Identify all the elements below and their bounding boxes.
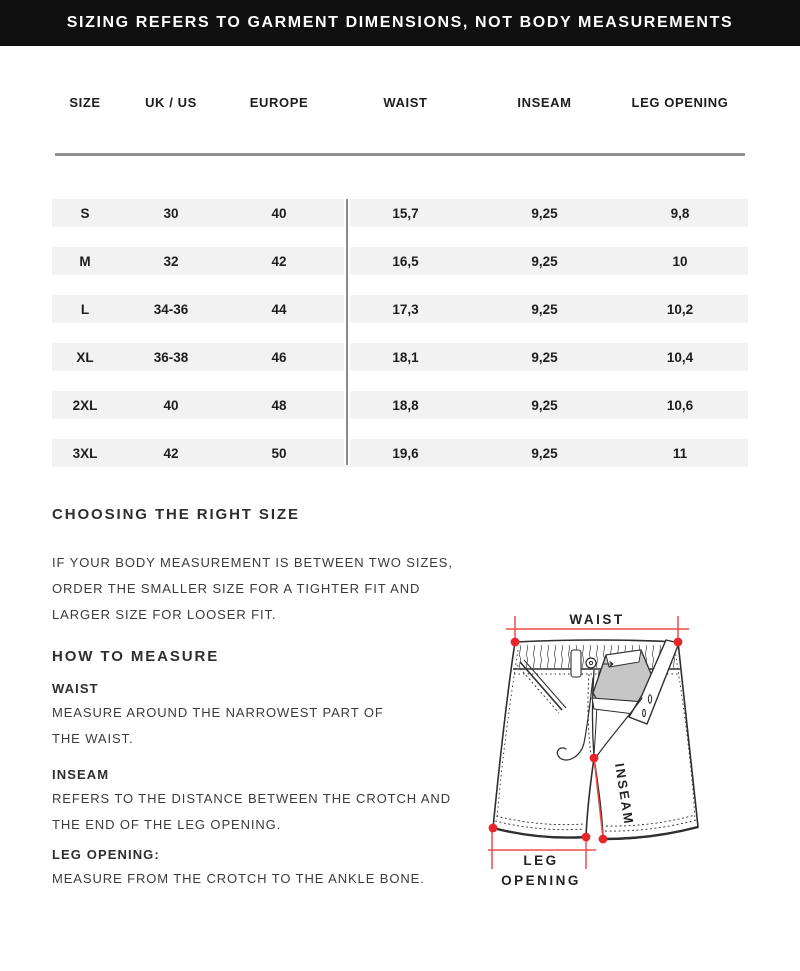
- cell-inseam: 9,25: [531, 301, 558, 317]
- leg-opening-diagram-label-line2: OPENING: [501, 873, 581, 888]
- cell-size: 3XL: [72, 445, 98, 461]
- cell-leg-opening: 11: [672, 445, 688, 461]
- banner: [0, 0, 800, 46]
- cell-uk-us: 30: [163, 205, 179, 221]
- table-row: [52, 247, 748, 275]
- cell-europe: 40: [271, 205, 287, 221]
- shorts-sketch: [493, 640, 698, 839]
- cell-size: M: [79, 253, 91, 269]
- cell-leg-opening: 10,4: [666, 349, 694, 365]
- col-header-inseam: INSEAM: [517, 95, 572, 110]
- cell-leg-opening: 10,2: [666, 301, 694, 317]
- col-header-europe: EUROPE: [249, 95, 309, 110]
- cell-inseam: 9,25: [531, 253, 558, 269]
- cell-size: S: [80, 205, 90, 221]
- cell-waist: 15,7: [392, 205, 419, 221]
- measure-item-leg-opening: LEG OPENING: MEASURE FROM THE CROTCH TO THE ANKLE BONE.: [52, 847, 425, 886]
- waist-diagram-label: WAIST: [569, 612, 625, 627]
- cell-europe: 42: [271, 253, 287, 269]
- cell-leg-opening: 10,6: [666, 397, 694, 413]
- col-header-uk-us: UK / US: [145, 95, 197, 110]
- cell-leg-opening: 9,8: [670, 205, 690, 221]
- leg-opening-diagram-label-line1: LEG: [523, 853, 559, 868]
- choosing-size-section: [52, 506, 482, 628]
- choosing-size-heading: CHOOSING THE RIGHT SIZE: [52, 506, 300, 523]
- inseam-diagram-label: INSEAM: [612, 762, 637, 827]
- table-header-row: [52, 95, 748, 110]
- cell-europe: 44: [271, 301, 287, 317]
- cell-europe: 50: [271, 445, 287, 461]
- cell-uk-us: 42: [163, 445, 179, 461]
- cell-inseam: 9,25: [531, 205, 558, 221]
- cell-waist: 19,6: [392, 445, 419, 461]
- measure-item-inseam: INSEAM REFERS TO THE DISTANCE BETWEEN THE CROTCH AND THE END OF THE LEG OPENING.: [52, 767, 452, 832]
- shorts-measurement-diagram: [468, 598, 800, 906]
- cell-waist: 18,1: [392, 349, 419, 365]
- cell-waist: 17,3: [392, 301, 419, 317]
- how-to-measure-section: [52, 648, 482, 892]
- cell-leg-opening: 10: [672, 253, 688, 269]
- col-header-size: SIZE: [69, 95, 101, 110]
- table-column-divider: [344, 199, 350, 465]
- cell-uk-us: 34-36: [153, 301, 189, 317]
- col-header-waist: WAIST: [383, 95, 428, 110]
- table-row: [52, 391, 748, 419]
- cell-inseam: 9,25: [531, 349, 558, 365]
- cell-uk-us: 36-38: [153, 349, 189, 365]
- cell-inseam: 9,25: [531, 397, 558, 413]
- how-to-measure-heading: HOW TO MEASURE: [52, 648, 220, 665]
- cell-size: 2XL: [72, 397, 98, 413]
- header-divider-rule: [55, 153, 745, 156]
- cell-waist: 18,8: [392, 397, 419, 413]
- cell-europe: 46: [271, 349, 287, 365]
- table-row: [52, 343, 748, 371]
- col-header-leg-opening: LEG OPENING: [631, 95, 729, 110]
- cell-inseam: 9,25: [531, 445, 558, 461]
- cell-size: XL: [76, 349, 94, 365]
- table-body: [52, 199, 748, 487]
- measure-item-waist: WAIST MEASURE AROUND THE NARROWEST PART OF THE WAIST.: [52, 681, 384, 746]
- table-row: [52, 439, 748, 467]
- table-row: [52, 199, 748, 227]
- choosing-size-paragraph: IF YOUR BODY MEASUREMENT IS BETWEEN TWO SIZES, ORDER THE SMALLER SIZE FOR A TIGHTER FIT AND LARGER SIZE FOR LOOSER FIT.: [52, 555, 453, 622]
- cell-uk-us: 40: [163, 397, 179, 413]
- cell-size: L: [80, 301, 90, 317]
- table-row: [52, 295, 748, 323]
- cell-waist: 16,5: [392, 253, 419, 269]
- cell-uk-us: 32: [163, 253, 179, 269]
- banner-text: SIZING REFERS TO GARMENT DIMENSIONS, NOT BODY MEASUREMENTS: [66, 14, 734, 31]
- cell-europe: 48: [271, 397, 287, 413]
